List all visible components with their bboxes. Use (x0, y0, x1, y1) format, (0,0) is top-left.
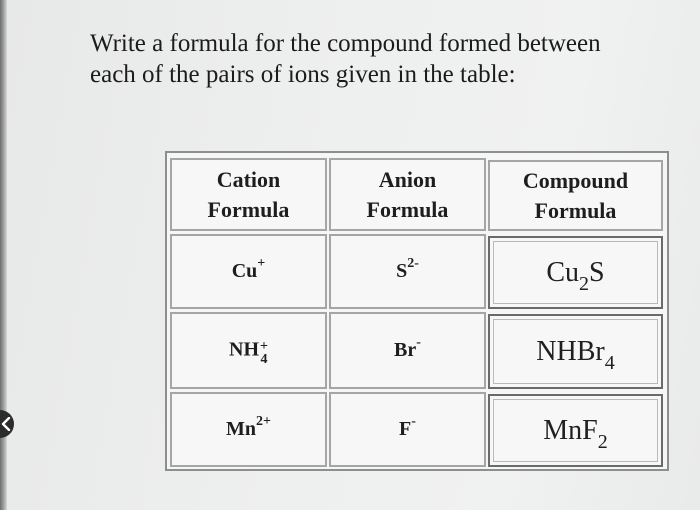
prompt-line-2: each of the pairs of ions given in the table: (90, 61, 516, 88)
header-compound-line2: Formula (534, 197, 617, 223)
row3-cation: $Mn^{2+}$ (226, 414, 271, 440)
row3-compound-answer: MnF$_2$ (543, 414, 608, 454)
header-cation-formula (170, 158, 327, 231)
header-anion-formula (329, 158, 486, 231)
row2-compound-input[interactable] (488, 314, 663, 389)
header-cation-line1: Cation (216, 166, 281, 192)
prompt-line-1: Write a formula for the compound formed between (90, 30, 601, 57)
row1-anion-cell (329, 234, 486, 309)
row3-anion-cell (329, 392, 486, 467)
row3-compound-input[interactable] (488, 394, 663, 467)
row1-anion: $S^{2-}$ (396, 256, 419, 282)
header-compound-formula (488, 160, 663, 231)
row1-compound-answer: $Cu_2S$ (546, 256, 605, 296)
ion-table (165, 151, 669, 471)
back-chevron-icon (1, 417, 11, 431)
header-anion-line1: Anion (378, 166, 437, 192)
question-prompt (90, 28, 670, 90)
row3-anion: F- (399, 414, 416, 440)
row2-compound-answer: NHBr$_4$ (536, 335, 615, 375)
row1-cation: Cu+ (231, 256, 266, 282)
row1-compound-input[interactable] (488, 236, 663, 309)
row2-anion-cell (329, 312, 486, 389)
header-anion-line2: Formula (366, 196, 449, 222)
row2-anion: Br- (394, 335, 421, 361)
header-compound-line1: Compound (522, 167, 629, 193)
row3-cation-cell (170, 392, 327, 467)
back-button[interactable] (0, 410, 14, 438)
row2-cation-cell (170, 312, 327, 389)
header-cation-line2: Formula (207, 196, 290, 222)
row2-cation: NH + 4 (229, 338, 268, 367)
row1-cation-cell (170, 234, 327, 309)
